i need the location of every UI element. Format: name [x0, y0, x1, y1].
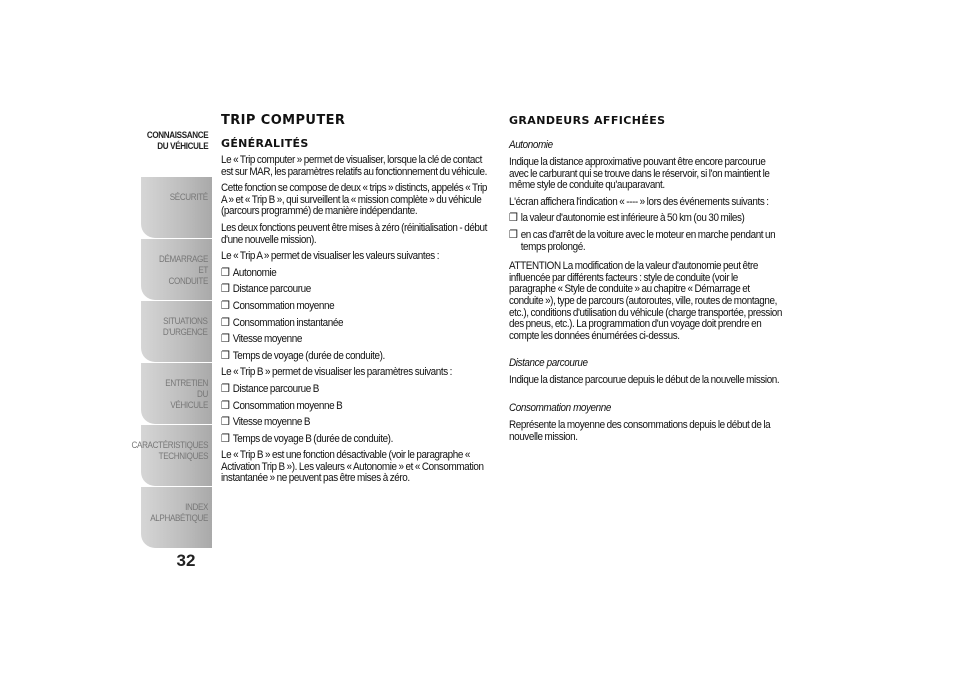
- tab-label: SITUATIONS D'URGENCE: [163, 316, 208, 338]
- checkbox-bullet-icon: ❐: [221, 283, 230, 296]
- tab-label: CONNAISSANCE DU VÉHICULE: [146, 130, 208, 152]
- tab-securite[interactable]: [141, 177, 212, 238]
- subsection-label: Distance parcourue: [509, 357, 588, 370]
- paragraph: Représente la moyenne des consommations depuis le début de la nouvelle mission.: [509, 418, 771, 443]
- section-title: GRANDEURS AFFICHÉES: [509, 114, 666, 127]
- checkbox-bullet-icon: ❐: [221, 399, 230, 412]
- paragraph: Indique la distance parcourue depuis le début de la nouvelle mission.: [509, 374, 780, 387]
- checkbox-bullet-icon: ❐: [509, 212, 518, 225]
- checkbox-bullet-icon: ❐: [221, 416, 230, 429]
- tab-index-alphabetique[interactable]: [141, 487, 212, 548]
- paragraph: Le « Trip B » est une fonction désactivable (voir le paragraphe « Activation Trip B »). Les valeurs « Autonomie » et « Consommation instantanée » ne peuvent pas être mises à zéro.: [221, 449, 484, 485]
- page-number: 32: [176, 551, 196, 570]
- section-title: TRIP COMPUTER: [221, 113, 346, 128]
- tab-label: SÉCURITÉ: [169, 192, 208, 203]
- subsection-label: Autonomie: [509, 139, 553, 151]
- list-item: ❐ Consommation moyenne B: [221, 399, 343, 412]
- list-item: ❐ Distance parcourue B: [221, 382, 319, 395]
- paragraph: Cette fonction se compose de deux « trips » distincts, appelés « Trip A » et « Trip B », qui surveillent la « mission complète » du véhicule (parcours programmé) de manière indépendante.: [221, 182, 488, 218]
- paragraph: Les deux fonctions peuvent être mises à zéro (réinitialisation - début d'une nouvelle mission).: [221, 221, 487, 246]
- paragraph: Indique la distance approximative pouvant être encore parcourue avec le carburant qui se trouve dans le réservoir, si l'on maintient le même style de conduite qu'auparavant.: [509, 156, 770, 192]
- checkbox-bullet-icon: ❐: [221, 382, 230, 395]
- paragraph: Le « Trip A » permet de visualiser les valeurs suivantes :: [221, 250, 440, 263]
- list-item: ❐ Consommation moyenne: [221, 299, 335, 312]
- tab-label: INDEX ALPHABÉTIQUE: [150, 502, 208, 524]
- list-item: ❐ Temps de voyage B (durée de conduite).: [221, 432, 393, 445]
- checkbox-bullet-icon: ❐: [221, 349, 230, 362]
- list-item: ❐ Consommation instantanée: [221, 316, 344, 329]
- tab-connaissance-du-vehicule[interactable]: [141, 115, 212, 176]
- left-column: [221, 113, 493, 490]
- chapter-sidebar: [131, 115, 212, 549]
- tab-entretien-du-vehicule[interactable]: [141, 363, 212, 424]
- section-subtitle: GÉNÉRALITÉS: [221, 137, 309, 150]
- checkbox-bullet-icon: ❐: [221, 266, 230, 279]
- list-item: ❐ Vitesse moyenne: [221, 333, 302, 346]
- checkbox-bullet-icon: ❐: [221, 316, 230, 329]
- attention-paragraph: ATTENTION La modification de la valeur d'autonomie peut être influencée par différents facteurs : style de conduite (voir le paragraphe « Style de conduite » au chapitre « Démarrage et conduite »), type de parcours (autoroutes, ville, routes de montagne, etc.), conditions d'utilisation du véhicule (charge transportée, pression des pneus, etc.). La programmation d'un voyage doit prendre en compte les données énumérées ci-dessus.: [509, 260, 782, 342]
- checkbox-bullet-icon: ❐: [221, 333, 230, 346]
- right-column: [509, 113, 784, 448]
- list-item: ❐ Vitesse moyenne B: [221, 416, 311, 429]
- list-item: ❐ Distance parcourue: [221, 283, 311, 296]
- list-item: ❐ Temps de voyage (durée de conduite).: [221, 349, 385, 362]
- tab-situations-d-urgence[interactable]: [141, 301, 212, 362]
- paragraph: L'écran affichera l'indication « ---- » lors des événements suivants :: [509, 195, 769, 208]
- list-item: ❐ en cas d'arrêt de la voiture avec le moteur en marche pendant un temps prolongé.: [509, 228, 776, 253]
- list-item: ❐ Autonomie: [221, 266, 277, 279]
- tab-label: ENTRETIEN DU VÉHICULE: [165, 378, 208, 411]
- tab-demarrage-et-conduite[interactable]: [141, 239, 212, 300]
- tab-label: DÉMARRAGE ET CONDUITE: [159, 254, 208, 287]
- subsection-label: Consommation moyenne: [509, 401, 611, 414]
- paragraph: Le « Trip B » permet de visualiser les paramètres suivants :: [221, 366, 453, 379]
- checkbox-bullet-icon: ❐: [509, 228, 518, 241]
- tab-caracteristiques-techniques[interactable]: [131, 425, 212, 486]
- list-item: ❐ la valeur d'autonomie est inférieure à 50 km (ou 30 miles): [509, 212, 745, 225]
- paragraph: Le « Trip computer » permet de visualiser, lorsque la clé de contact est sur MAR, les paramètres relatifs au fonctionnement du véhicule.: [221, 154, 487, 178]
- checkbox-bullet-icon: ❐: [221, 299, 230, 312]
- tab-label: CARACTÉRISTIQUES TECHNIQUES: [131, 440, 208, 462]
- checkbox-bullet-icon: ❐: [221, 432, 230, 445]
